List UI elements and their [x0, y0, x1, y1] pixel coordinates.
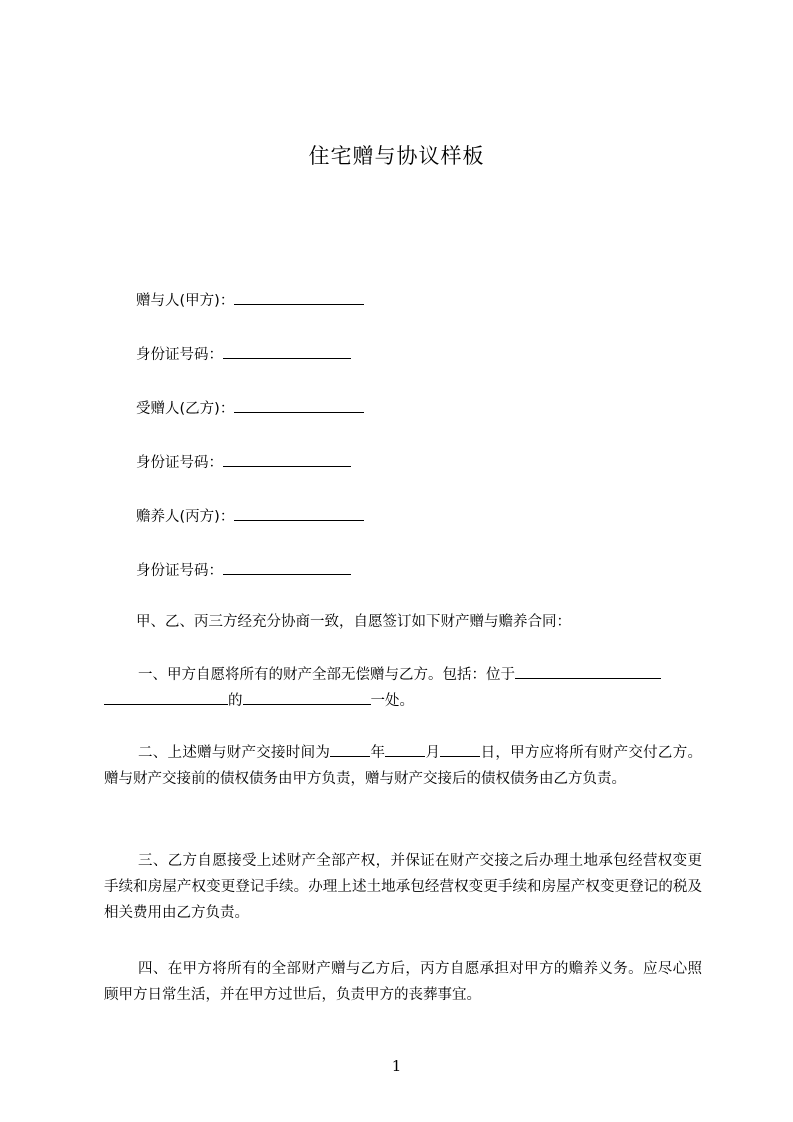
clause-2-text: [104, 740, 702, 792]
clause-1-property-blank[interactable]: [243, 690, 371, 705]
clause-4-text: 四、在甲方将所有的全部财产赠与乙方后，丙方自愿承担对甲方的赡养义务。应尽心照顾甲方日常生活，并在甲方过世后，负责甲方的丧葬事宜。: [104, 961, 702, 1003]
intro-paragraph: 甲、乙、丙三方经充分协商一致，自愿签订如下财产赠与赡养合同：: [136, 614, 571, 630]
clause-2-part1: 二、上述赠与财产交接时间为: [138, 745, 331, 761]
clause-1-location-blank-2[interactable]: [104, 690, 228, 705]
supporter-id-label: 身份证号码：: [136, 563, 223, 579]
donee-field: [136, 398, 364, 419]
donee-label: 受赠人(乙方)：: [136, 401, 235, 417]
clause-1-text: [104, 662, 702, 714]
clause-1-location-blank[interactable]: [515, 664, 661, 679]
donee-id-label: 身份证号码：: [136, 455, 223, 471]
clause-1-part2: 的: [228, 693, 243, 709]
clause-2-month: 月: [425, 745, 441, 761]
supporter-id-blank[interactable]: [223, 560, 351, 575]
donor-blank[interactable]: [234, 290, 364, 305]
page-number: 1: [391, 1057, 402, 1075]
donor-id-field: [136, 344, 351, 365]
clause-2-month-blank[interactable]: [385, 742, 425, 757]
donor-id-blank[interactable]: [223, 344, 351, 359]
clause-2-rest: 日，甲方应将所有财产交付乙方。赠与财产交接前的债权债务由甲方负责，赠与财产交接后的债权债务由乙方负责。: [104, 745, 702, 787]
donor-label: 赠与人(甲方)：: [136, 293, 235, 309]
clause-1: [104, 662, 702, 714]
clause-1-part1: 一、甲方自愿将所有的财产全部无偿赠与乙方。包括：位于: [138, 667, 515, 683]
supporter-field: [136, 506, 364, 527]
donor-id-label: 身份证号码：: [136, 347, 223, 363]
supporter-blank[interactable]: [234, 506, 364, 521]
clause-2-year-blank[interactable]: [330, 742, 370, 757]
clause-2: [104, 740, 702, 792]
clause-3-text: 三、乙方自愿接受上述财产全部产权，并保证在财产交接之后办理土地承包经营权变更手续和房屋产权变更登记手续。办理上述土地承包经营权变更手续和房屋产权变更登记的税及相关费用由乙方负责。: [104, 853, 702, 921]
supporter-label: 赡养人(丙方)：: [136, 509, 235, 525]
clause-4: [104, 956, 702, 1008]
donee-blank[interactable]: [234, 398, 364, 413]
donee-id-field: [136, 452, 351, 473]
donee-id-blank[interactable]: [223, 452, 351, 467]
donor-field: [136, 290, 364, 311]
clause-2-day-blank[interactable]: [440, 742, 480, 757]
clause-2-year: 年: [370, 745, 386, 761]
document-title: 住宅赠与协议样板: [308, 144, 485, 168]
supporter-id-field: [136, 560, 351, 581]
clause-3: [104, 848, 702, 926]
clause-1-part3: 一处。: [370, 693, 414, 709]
